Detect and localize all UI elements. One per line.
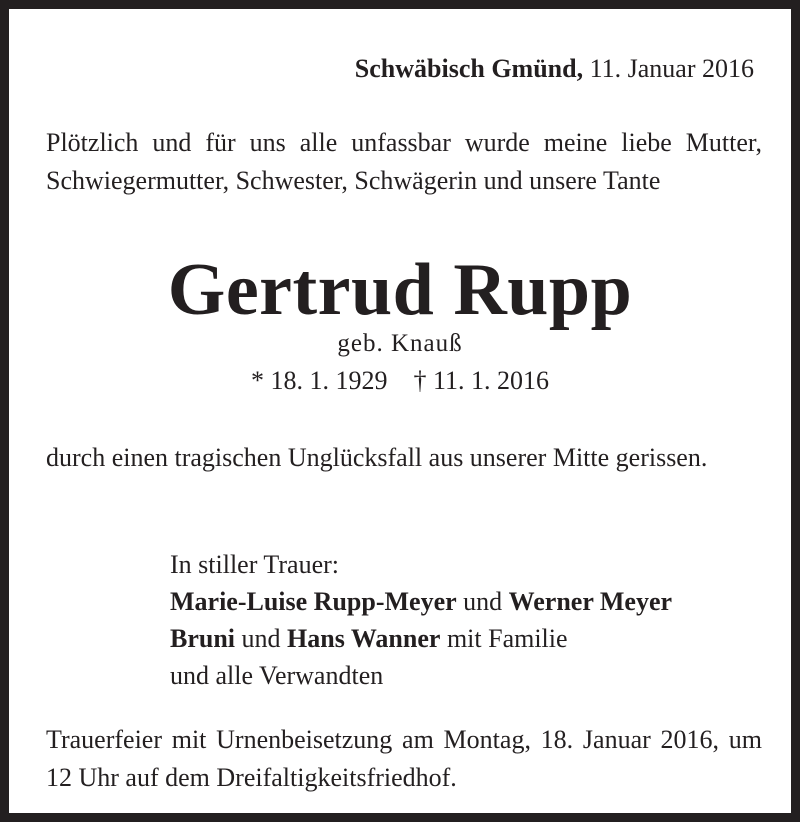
- death-date: † 11. 1. 2016: [413, 366, 550, 395]
- place-date-line: [355, 52, 754, 86]
- mourner-name: Marie-Luise Rupp-Meyer: [170, 587, 457, 616]
- birth-date: * 18. 1. 1929: [250, 366, 388, 395]
- circumstance-text: durch einen tragischen Unglücksfall aus unserer Mitte gerissen.: [46, 443, 708, 472]
- intro-text: Plötzlich und für uns alle unfassbar wurde meine liebe Mutter, Schwiegermutter, Schwester, Schwägerin und unsere Tante: [46, 128, 762, 195]
- mourners-block: [170, 546, 672, 694]
- place: Schwäbisch Gmünd,: [354, 54, 584, 83]
- mourner-name: Bruni: [170, 624, 236, 653]
- life-dates: [9, 364, 791, 398]
- mourners-line-2: [170, 620, 672, 657]
- mourners-line-1: [170, 583, 672, 620]
- mourner-name: Hans Wanner: [287, 624, 441, 653]
- date: 11. Januar 2016: [589, 54, 754, 83]
- deceased-name: Gertrud Rupp: [167, 249, 633, 331]
- mourners-heading: In stiller Trauer:: [170, 550, 339, 579]
- mourner-name: Werner Meyer: [508, 587, 673, 616]
- mourner-joiner: und: [235, 624, 288, 653]
- mourners-line-3: und alle Verwandten: [170, 661, 384, 690]
- mourner-joiner: und: [456, 587, 509, 616]
- mourner-suffix: mit Familie: [440, 624, 568, 653]
- birth-name: geb. Knauß: [337, 330, 463, 357]
- funeral-text: Trauerfeier mit Urnenbeisetzung am Montag, 18. Januar 2016, um 12 Uhr auf dem Dreifaltigkeitsfriedhof.: [46, 725, 762, 792]
